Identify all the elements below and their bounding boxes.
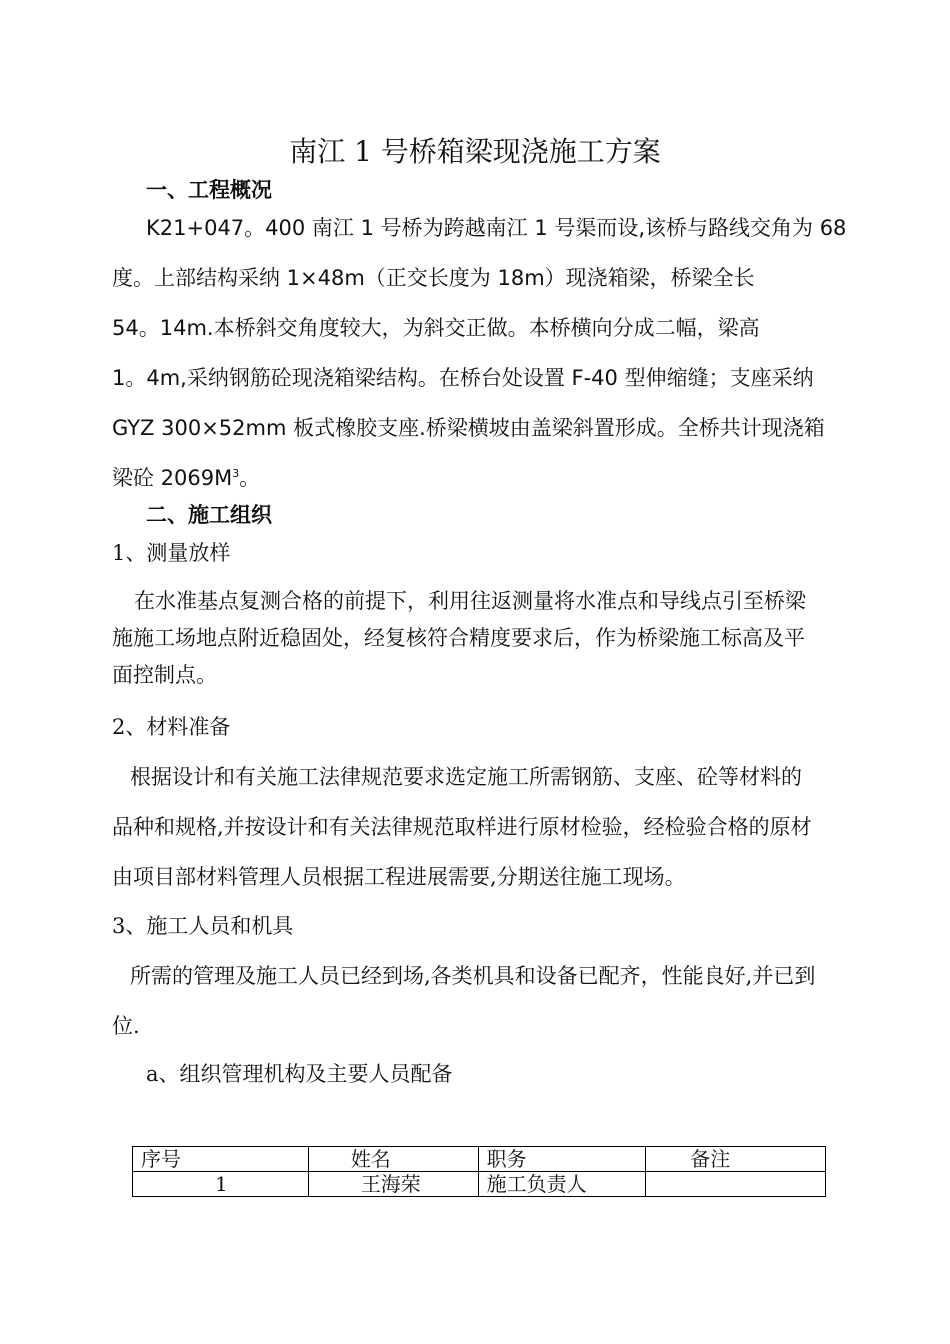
table-header-cell: 姓名: [308, 1147, 478, 1172]
survey-line-3: 面控制点。: [112, 663, 217, 687]
overview-line-5: GYZ 300×52mm 板式橡胶支座.桥梁横坡由盖梁斜置形成。全桥共计现浇箱: [112, 416, 825, 440]
section-heading-overview: 一、工程概况: [146, 178, 272, 202]
overview-line-1: K21+047。400 南江 1 号桥为跨越南江 1 号渠而设,该桥与路线交角为 68: [146, 216, 847, 240]
overview-line-6-text: 梁砼 2069M: [112, 466, 233, 490]
section-heading-organization: 二、施工组织: [146, 503, 272, 527]
subheading-materials: 2、材料准备: [112, 715, 231, 739]
superscript-cube: 3: [232, 467, 240, 480]
materials-line-2: 品种和规格,并按设计和有关法律规范取样进行原材检验，经检验合格的原材: [112, 815, 812, 839]
staff-line-1: 所需的管理及施工人员已经到场,各类机具和设备已配齐，性能良好,并已到: [130, 964, 816, 988]
overview-line-2: 度。上部结构采纳 1×48m（正交长度为 18m）现浇箱梁，桥梁全长: [112, 266, 755, 290]
table-cell: 王海荣: [308, 1172, 478, 1197]
document-title: 南江 1 号桥箱梁现浇施工方案: [289, 135, 661, 168]
subheading-organization-staff: a、组织管理机构及主要人员配备: [146, 1062, 453, 1086]
materials-line-3: 由项目部材料管理人员根据工程进展需要,分期送往施工现场。: [112, 865, 686, 889]
overview-line-6-end: 。: [239, 466, 261, 490]
staff-line-2: 位.: [112, 1014, 140, 1038]
survey-line-1: 在水准基点复测合格的前提下，利用往返测量将水准点和导线点引至桥梁: [134, 589, 806, 613]
table-header-cell: 序号: [133, 1147, 309, 1172]
overview-line-3: 54。14m.本桥斜交角度较大，为斜交正做。本桥横向分成二幅，梁高: [112, 316, 760, 340]
materials-line-1: 根据设计和有关施工法律规范要求选定施工所需钢筋、支座、砼等材料的: [130, 765, 802, 789]
table-header-row: [133, 1147, 826, 1172]
overview-line-4: 1。4m,采纳钢筋砼现浇箱梁结构。在桥台处设置 F-40 型伸缩缝；支座采纳: [112, 366, 814, 390]
table-cell: 施工负责人: [478, 1172, 646, 1197]
overview-line-6: [112, 462, 260, 492]
table-cell: [646, 1172, 826, 1197]
subheading-survey: 1、测量放样: [112, 541, 231, 565]
table-header-cell: 职务: [478, 1147, 646, 1172]
staff-table: [132, 1146, 826, 1197]
table-header-cell: 备注: [646, 1147, 826, 1172]
survey-line-2: 施施工场地点附近稳固处，经复核符合精度要求后，作为桥梁施工标高及平: [112, 626, 805, 650]
subheading-staff-equipment: 3、施工人员和机具: [112, 914, 294, 938]
table-row: [133, 1172, 826, 1197]
table-cell: 1: [133, 1172, 309, 1197]
